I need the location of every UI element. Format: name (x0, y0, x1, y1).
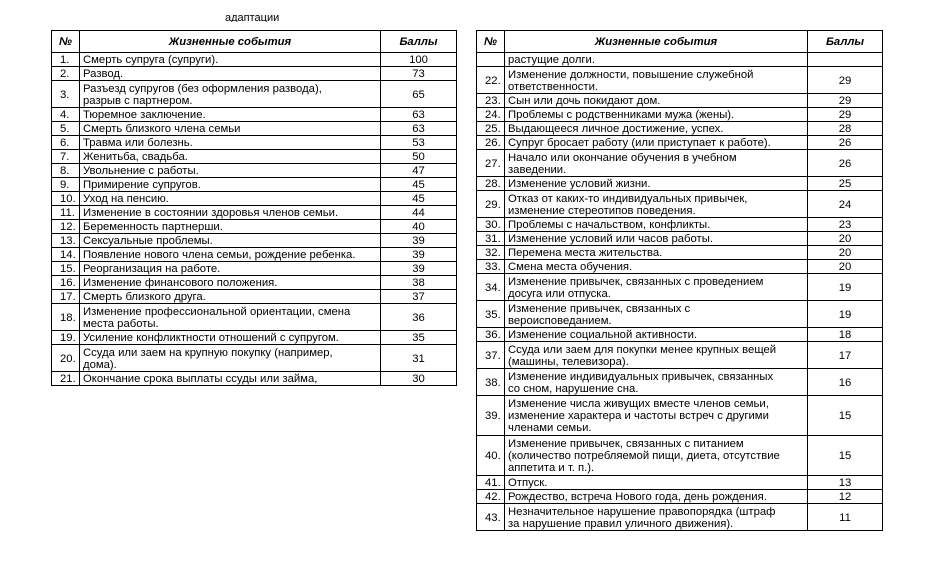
row-number: 38. (477, 369, 505, 396)
event-text-line: со сном, нарушение сна. (508, 382, 639, 395)
table-row (52, 53, 457, 67)
event-text-line: изменение стереотипов поведения. (508, 204, 696, 217)
row-number: 36. (477, 328, 505, 342)
row-number: 41. (477, 476, 505, 490)
event-text-line: Примирение супругов. (83, 179, 201, 191)
row-number: 17. (52, 290, 80, 304)
table-row (477, 476, 883, 490)
table-row (477, 301, 883, 328)
score-value: 26 (808, 150, 883, 177)
event-text-line: Проблемы с родственниками мужа (жены). (508, 109, 735, 121)
event-text-line: Изменение должности, повышение служебной (508, 68, 754, 81)
score-value: 31 (381, 345, 457, 372)
row-number: 9. (52, 178, 80, 192)
event-text (80, 150, 381, 164)
score-value: 18 (808, 328, 883, 342)
header-score: Баллы (808, 31, 883, 53)
event-text (80, 136, 381, 150)
row-number: 11. (52, 206, 80, 220)
row-number: 23. (477, 94, 505, 108)
event-text (80, 372, 381, 386)
event-text-line: Смена места обучения. (508, 261, 633, 273)
event-text (505, 246, 808, 260)
row-number: 39. (477, 396, 505, 436)
row-number: 8. (52, 164, 80, 178)
table-row (52, 67, 457, 81)
event-text-line: Усиление конфликтности отношений с супругом. (83, 332, 339, 344)
table-row (477, 136, 883, 150)
event-text-line: Смерть супруга (супруги). (83, 54, 219, 66)
event-text (505, 94, 808, 108)
table-row (477, 274, 883, 301)
table-row (477, 94, 883, 108)
row-number (477, 53, 505, 67)
event-text-line: Рождество, встреча Нового года, день рождения. (508, 491, 767, 503)
table-row (52, 304, 457, 331)
row-number: 2. (52, 67, 80, 81)
score-value: 15 (808, 436, 883, 476)
event-text (505, 108, 808, 122)
event-text-line: Сын или дочь покидают дом. (508, 95, 661, 107)
row-number: 5. (52, 122, 80, 136)
score-value: 29 (808, 94, 883, 108)
score-value: 25 (808, 177, 883, 191)
score-value: 16 (808, 369, 883, 396)
event-text-line: аппетита и т. п.). (508, 462, 595, 474)
row-number: 19. (52, 331, 80, 345)
score-value: 39 (381, 234, 457, 248)
row-number: 14. (52, 248, 80, 262)
score-value: 24 (808, 191, 883, 218)
event-text-line: Травма или болезнь. (83, 137, 193, 149)
table-row (52, 220, 457, 234)
row-number: 10. (52, 192, 80, 206)
event-text-line: растущие долги. (508, 54, 595, 66)
event-text (505, 150, 808, 177)
event-text (80, 262, 381, 276)
event-text (80, 290, 381, 304)
row-number: 22. (477, 67, 505, 94)
table-row (52, 192, 457, 206)
event-text-line: Изменение привычек, связанных с (508, 302, 691, 315)
score-value: 20 (808, 260, 883, 274)
event-text (80, 53, 381, 67)
header-score: Баллы (381, 31, 457, 53)
event-text (505, 301, 808, 328)
score-value: 19 (808, 301, 883, 328)
event-text (80, 220, 381, 234)
score-value: 30 (381, 372, 457, 386)
event-text (505, 436, 808, 476)
score-value: 45 (381, 192, 457, 206)
left-table-body (52, 53, 457, 386)
score-value: 20 (808, 246, 883, 260)
table-header-row (52, 31, 457, 53)
right-table-body (477, 53, 883, 531)
event-text-line: Ссуда или заем для покупки менее крупных вещей (508, 343, 777, 356)
table-row (52, 150, 457, 164)
event-text-line: Изменение индивидуальных привычек, связанных (508, 370, 774, 383)
event-text (80, 304, 381, 331)
event-text-line: (количество потребляемой пищи, диета, отсутствие (508, 450, 780, 462)
event-text-line: места работы. (83, 317, 159, 330)
row-number: 28. (477, 177, 505, 191)
event-text-line: Перемена места жительства. (508, 247, 663, 259)
event-text (505, 232, 808, 246)
table-row (52, 234, 457, 248)
table-row (477, 53, 883, 67)
event-text-line: Изменение финансового положения. (83, 277, 278, 289)
score-value: 73 (381, 67, 457, 81)
event-text-line: Отпуск. (508, 477, 548, 489)
event-text-line: Отказ от каких-то индивидуальных привычек, (508, 192, 748, 205)
table-row (52, 164, 457, 178)
event-text (505, 504, 808, 531)
event-text (505, 177, 808, 191)
table-row (477, 342, 883, 369)
event-text (80, 81, 381, 108)
score-value: 12 (808, 490, 883, 504)
right-life-events-table (476, 30, 883, 531)
table-row (477, 232, 883, 246)
event-text-line: Появление нового члена семьи, рождение ребенка. (83, 249, 356, 261)
event-text-line: за нарушение правил уличного движения). (508, 517, 734, 530)
event-text-line: (машины, телевизора). (508, 355, 629, 368)
row-number: 4. (52, 108, 80, 122)
event-text (80, 276, 381, 290)
event-text (505, 369, 808, 396)
event-text-line: Уход на пенсию. (83, 193, 169, 205)
row-number: 31. (477, 232, 505, 246)
score-value (808, 53, 883, 67)
header-life-events: Жизненные события (505, 31, 808, 53)
event-text-line: изменение характера и частоты встреч с другими (508, 410, 769, 422)
event-text (80, 206, 381, 220)
event-text (80, 331, 381, 345)
event-text-line: досуга или отпуска. (508, 287, 611, 300)
event-text (80, 192, 381, 206)
score-value: 23 (808, 218, 883, 232)
score-value: 37 (381, 290, 457, 304)
table-row (52, 276, 457, 290)
score-value: 29 (808, 67, 883, 94)
event-text (505, 476, 808, 490)
event-text-line: Смерть близкого друга. (83, 291, 206, 303)
event-text-line: Окончание срока выплаты ссуды или займа, (83, 373, 318, 385)
event-text-line: Разъезд супругов (без оформления развода), (83, 82, 322, 95)
score-value: 39 (381, 262, 457, 276)
table-row (477, 396, 883, 436)
event-text-line: Развод. (83, 68, 124, 80)
row-number: 18. (52, 304, 80, 331)
event-text (80, 234, 381, 248)
row-number: 21. (52, 372, 80, 386)
event-text (80, 67, 381, 81)
row-number: 7. (52, 150, 80, 164)
event-text-line: Проблемы с начальством, конфликты. (508, 219, 711, 231)
row-number: 6. (52, 136, 80, 150)
table-row (477, 191, 883, 218)
event-text-line: Незначительное нарушение правопорядка (штраф (508, 505, 776, 518)
event-text-line: Увольнение с работы. (83, 165, 199, 177)
row-number: 3. (52, 81, 80, 108)
row-number: 20. (52, 345, 80, 372)
score-value: 63 (381, 122, 457, 136)
event-text-line: членами семьи. (508, 422, 592, 434)
event-text-line: Ссуда или заем на крупную покупку (например, (83, 346, 333, 359)
event-text-line: разрыв с партнером. (83, 94, 193, 107)
table-header-row (477, 31, 883, 53)
score-value: 45 (381, 178, 457, 192)
table-row (52, 81, 457, 108)
table-row (477, 177, 883, 191)
event-text (80, 178, 381, 192)
table-row (477, 122, 883, 136)
table-row (477, 108, 883, 122)
score-value: 28 (808, 122, 883, 136)
event-text (505, 490, 808, 504)
event-text (505, 218, 808, 232)
table-row (477, 436, 883, 476)
table-row (477, 328, 883, 342)
table-row (477, 246, 883, 260)
score-value: 63 (381, 108, 457, 122)
event-text (505, 328, 808, 342)
event-text-line: Сексуальные проблемы. (83, 235, 213, 247)
event-text (505, 260, 808, 274)
row-number: 40. (477, 436, 505, 476)
score-value: 53 (381, 136, 457, 150)
event-text (505, 136, 808, 150)
table-row (477, 504, 883, 531)
score-value: 19 (808, 274, 883, 301)
table-row (477, 369, 883, 396)
event-text-line: ответственности. (508, 80, 599, 93)
event-text-line: Изменение привычек, связанных с проведением (508, 275, 764, 288)
table-row (477, 260, 883, 274)
event-text (505, 396, 808, 436)
event-text-line: заведении. (508, 163, 567, 176)
event-text-line: Изменение числа живущих вместе членов семьи, (508, 398, 769, 410)
event-text (505, 53, 808, 67)
event-text (505, 67, 808, 94)
score-value: 65 (381, 81, 457, 108)
event-text-line: Реорганизация на работе. (83, 263, 221, 275)
event-text-line: Смерть близкого члена семьи (83, 123, 241, 135)
table-row (477, 218, 883, 232)
table-row (52, 136, 457, 150)
score-value: 35 (381, 331, 457, 345)
score-value: 39 (381, 248, 457, 262)
event-text-line: Беременность партнерши. (83, 221, 223, 233)
table-row (52, 345, 457, 372)
event-text-line: Изменение привычек, связанных с питанием (508, 438, 744, 450)
event-text (505, 342, 808, 369)
row-number: 34. (477, 274, 505, 301)
row-number: 42. (477, 490, 505, 504)
table-row (52, 331, 457, 345)
table-row (52, 262, 457, 276)
row-number: 43. (477, 504, 505, 531)
header-number: № (477, 31, 505, 53)
row-number: 29. (477, 191, 505, 218)
row-number: 25. (477, 122, 505, 136)
event-text-line: Изменение в состоянии здоровья членов семьи. (83, 207, 339, 219)
event-text-line: Изменение условий жизни. (508, 178, 651, 190)
table-row (52, 248, 457, 262)
score-value: 50 (381, 150, 457, 164)
event-text (80, 164, 381, 178)
event-text-line: Женитьба, свадьба. (83, 151, 188, 163)
event-text (80, 248, 381, 262)
score-value: 17 (808, 342, 883, 369)
row-number: 13. (52, 234, 80, 248)
table-row (52, 206, 457, 220)
row-number: 37. (477, 342, 505, 369)
score-value: 20 (808, 232, 883, 246)
table-row (52, 290, 457, 304)
score-value: 44 (381, 206, 457, 220)
event-text-line: Изменение социальной активности. (508, 329, 698, 341)
row-number: 24. (477, 108, 505, 122)
event-text-line: Изменение профессиональной ориентации, смена (83, 305, 351, 318)
event-text-line: Супруг бросает работу (или приступает к работе). (508, 137, 771, 149)
row-number: 1. (52, 53, 80, 67)
event-text (505, 274, 808, 301)
score-value: 100 (381, 53, 457, 67)
event-text-line: дома). (83, 358, 117, 371)
score-value: 15 (808, 396, 883, 436)
row-number: 16. (52, 276, 80, 290)
table-row (52, 178, 457, 192)
left-life-events-table (51, 30, 457, 386)
row-number: 32. (477, 246, 505, 260)
cropped-caption-fragment: адаптации (225, 14, 280, 22)
event-text (505, 191, 808, 218)
score-value: 26 (808, 136, 883, 150)
score-value: 40 (381, 220, 457, 234)
event-text-line: вероисповеданием. (508, 314, 612, 327)
score-value: 13 (808, 476, 883, 490)
row-number: 35. (477, 301, 505, 328)
row-number: 27. (477, 150, 505, 177)
row-number: 33. (477, 260, 505, 274)
event-text (80, 122, 381, 136)
table-row (477, 150, 883, 177)
row-number: 15. (52, 262, 80, 276)
score-value: 38 (381, 276, 457, 290)
event-text-line: Изменение условий или часов работы. (508, 233, 713, 245)
header-life-events: Жизненные события (80, 31, 381, 53)
score-value: 11 (808, 504, 883, 531)
table-row (477, 67, 883, 94)
score-value: 47 (381, 164, 457, 178)
event-text (80, 108, 381, 122)
event-text (80, 345, 381, 372)
event-text-line: Начало или окончание обучения в учебном (508, 151, 737, 164)
row-number: 12. (52, 220, 80, 234)
event-text-line: Тюремное заключение. (83, 109, 206, 121)
event-text-line: Выдающееся личное достижение, успех. (508, 123, 724, 135)
row-number: 30. (477, 218, 505, 232)
row-number: 26. (477, 136, 505, 150)
table-row (52, 108, 457, 122)
table-row (477, 490, 883, 504)
event-text (505, 122, 808, 136)
score-value: 36 (381, 304, 457, 331)
score-value: 29 (808, 108, 883, 122)
table-row (52, 372, 457, 386)
table-row (52, 122, 457, 136)
header-number: № (52, 31, 80, 53)
